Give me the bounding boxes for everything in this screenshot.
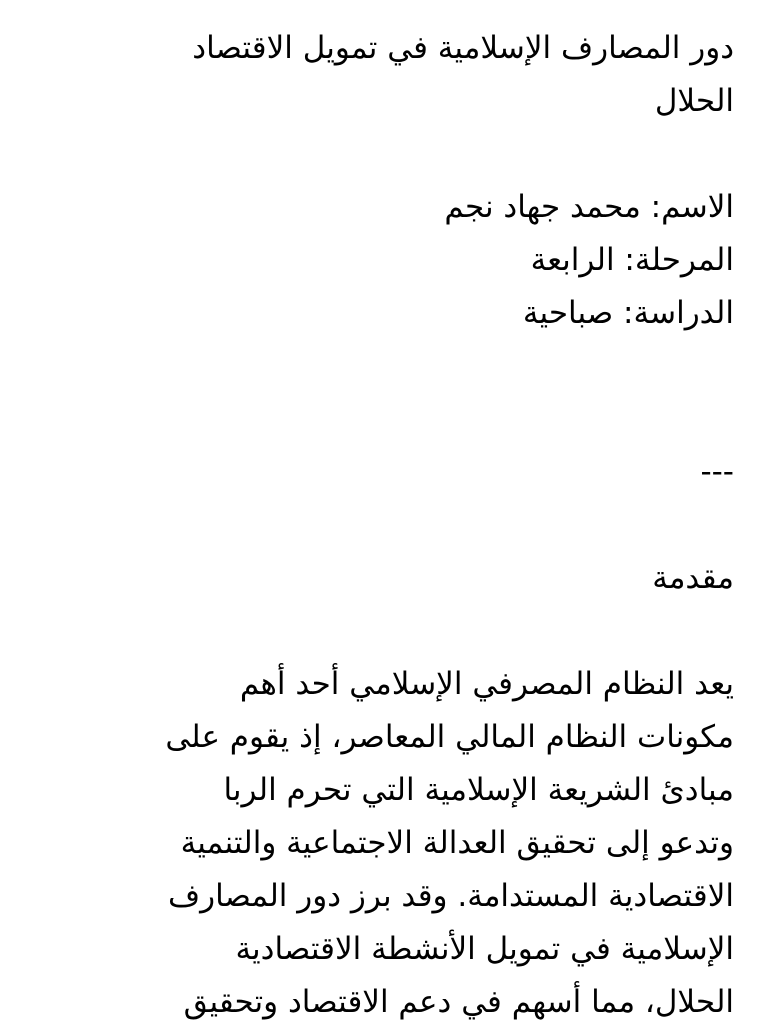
separator: --- [700,454,734,490]
body-line: يعد النظام المصرفي الإسلامي أحد أهم [239,666,734,702]
title-line: دور المصارف الإسلامية في تمويل الاقتصاد [192,30,734,66]
body-line: الحلال، مما أسهم في دعم الاقتصاد وتحقيق [183,984,734,1020]
document-title [56,22,734,128]
author-name: الاسم: محمد جهاد نجم [444,189,734,225]
body-line: وتدعو إلى تحقيق العدالة الاجتماعية والتنمية [180,825,734,861]
author-info [56,181,734,340]
author-study: الدراسة: صباحية [522,295,734,331]
body-line: مبادئ الشريعة الإسلامية التي تحرم الربا [223,772,734,808]
body-paragraph [56,658,734,1024]
section-heading: مقدمة [652,560,734,596]
title-line: الحلال [654,83,734,119]
author-stage: المرحلة: الرابعة [530,242,734,278]
body-line: مكونات النظام المالي المعاصر، إذ يقوم على [165,719,734,755]
body-line: الاقتصادية المستدامة. وقد برز دور المصارف [168,878,734,914]
body-line: الإسلامية في تمويل الأنشطة الاقتصادية [235,931,734,967]
